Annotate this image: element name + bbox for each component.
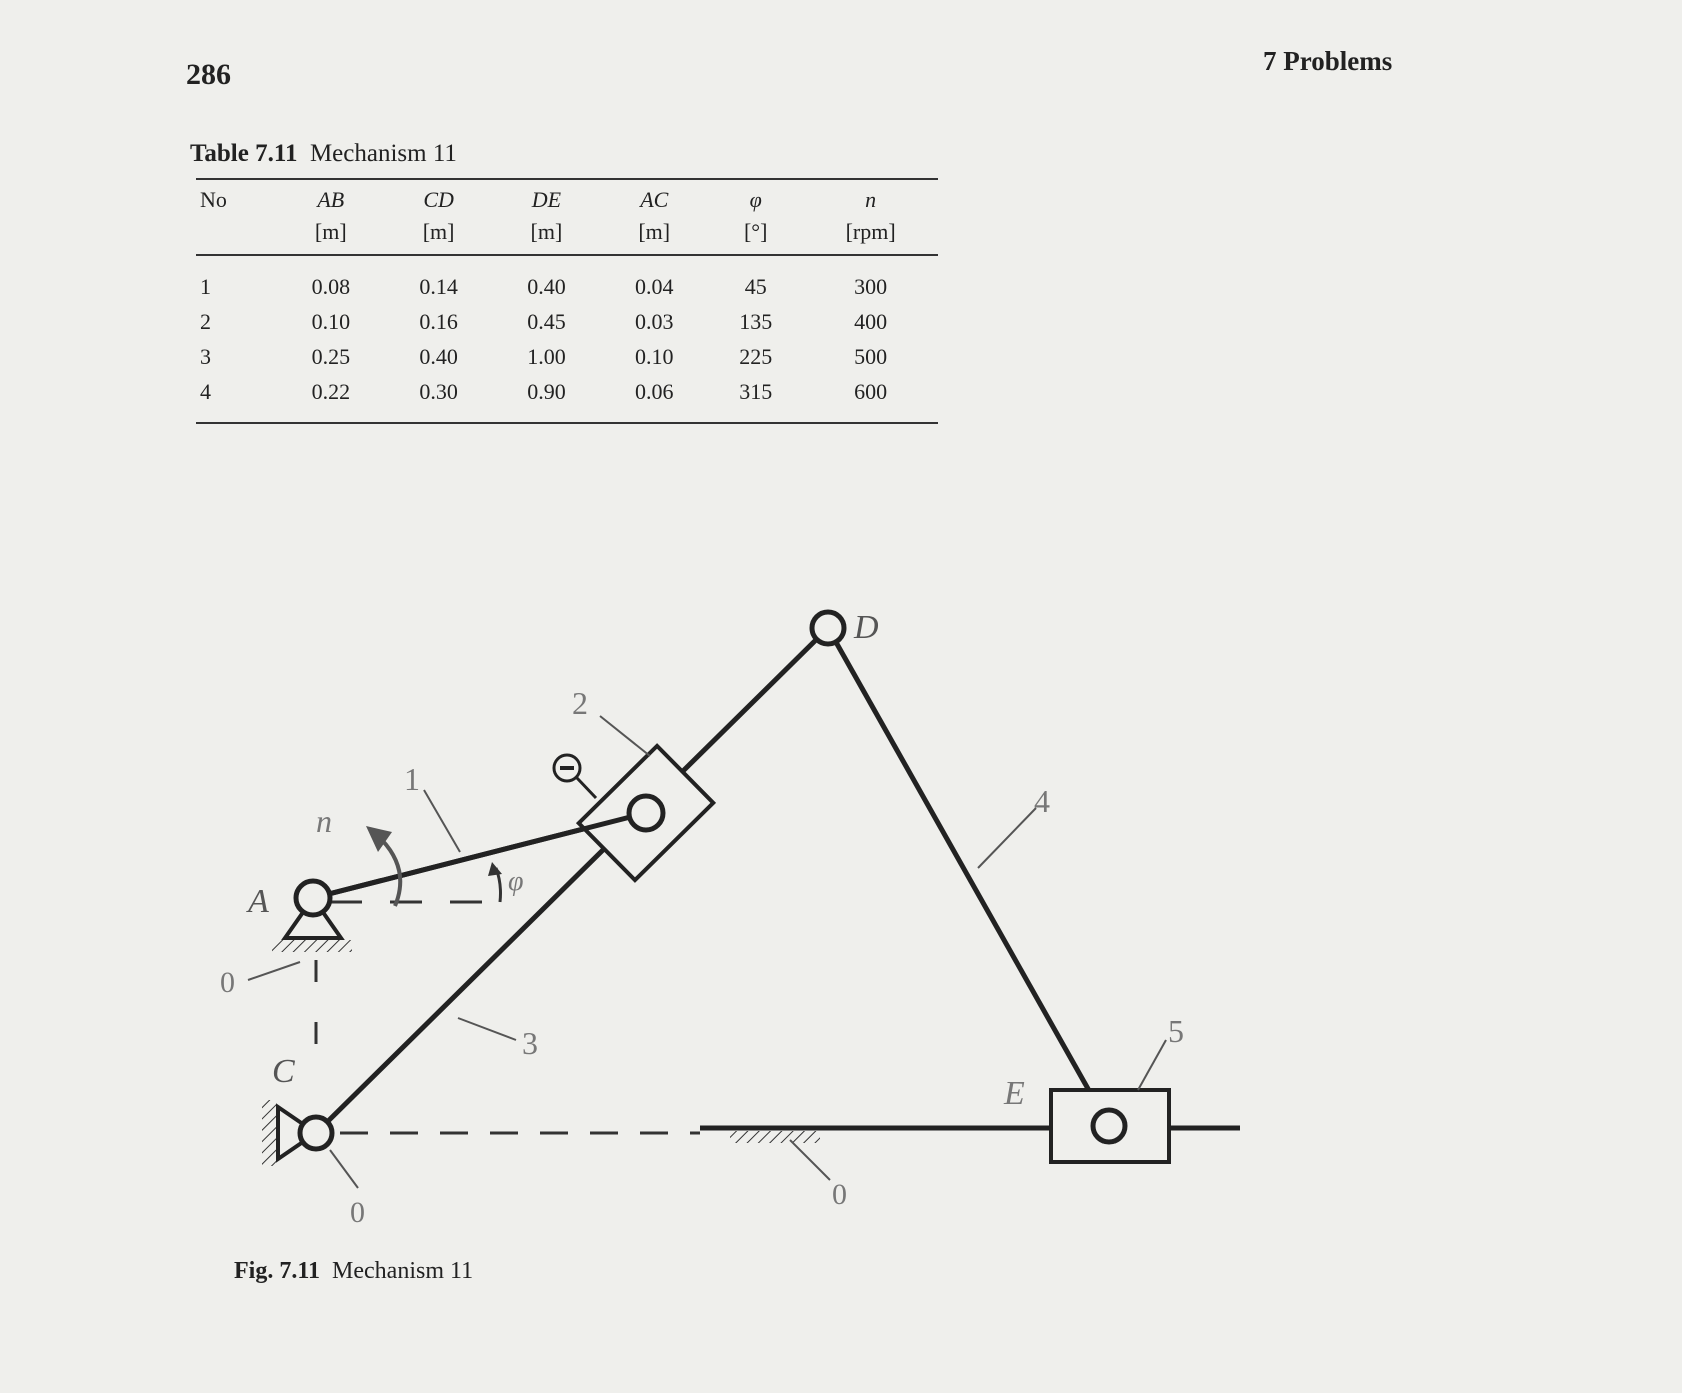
label-speed-n: n xyxy=(316,803,332,839)
ground-hatch-A xyxy=(272,940,352,952)
minus-leader xyxy=(577,778,596,798)
label-link-2: 2 xyxy=(572,685,588,721)
table-cell: 300 xyxy=(854,274,888,300)
table-cell: 0.22 xyxy=(277,375,385,423)
label-ground-E: 0 xyxy=(832,1178,847,1211)
leader-ground-E xyxy=(790,1140,830,1180)
table-cell: 1 xyxy=(200,274,211,300)
table-title: Mechanism 11 xyxy=(309,140,457,167)
table-cell: 0.45 xyxy=(527,309,566,335)
angle-arrow-icon xyxy=(488,862,502,876)
joint-D xyxy=(812,612,844,644)
column-unit: [°] xyxy=(708,212,803,255)
table-cell: 0.06 xyxy=(600,375,708,423)
column-unit: [m] xyxy=(277,212,385,255)
column-header: No xyxy=(196,179,277,212)
label-D: D xyxy=(854,609,879,646)
table-cell: 135 xyxy=(739,309,773,335)
label-link-4: 4 xyxy=(1034,783,1050,819)
column-header: CD xyxy=(385,179,493,212)
table-cell: 0.90 xyxy=(493,375,601,423)
link-4 xyxy=(828,628,1109,1126)
label-link-5: 5 xyxy=(1168,1013,1184,1049)
table-cell: 500 xyxy=(854,343,888,369)
table-cell: 0.04 xyxy=(635,274,674,300)
figure-caption xyxy=(234,1258,473,1285)
label-ground-C: 0 xyxy=(350,1196,365,1229)
figure-title: Mechanism 11 xyxy=(332,1258,474,1284)
table-cell: 45 xyxy=(744,274,767,300)
ground-hatch-C xyxy=(262,1100,276,1166)
leader-link-1 xyxy=(424,790,460,852)
table-cell: 0.40 xyxy=(527,274,566,300)
table-cell: 0.10 xyxy=(635,343,674,369)
table-cell: 315 xyxy=(708,375,803,423)
label-link-3: 3 xyxy=(522,1025,538,1061)
table-cell: 0.03 xyxy=(635,309,674,335)
column-header: DE xyxy=(493,179,601,212)
ground-hatch-E xyxy=(730,1131,820,1143)
rotation-arc xyxy=(382,840,400,906)
label-link-1: 1 xyxy=(404,761,420,797)
leader-link-2 xyxy=(600,716,650,756)
leader-link-3 xyxy=(458,1018,516,1040)
label-angle-phi: φ xyxy=(508,866,524,897)
page-number: 286 xyxy=(186,58,231,91)
column-unit: [m] xyxy=(493,212,601,255)
column-header: AC xyxy=(600,179,708,212)
table-cell: 3 xyxy=(200,343,211,369)
column-unit: [m] xyxy=(385,212,493,255)
table-cell: 600 xyxy=(803,375,938,423)
label-C: C xyxy=(272,1053,295,1090)
leader-link-5 xyxy=(1138,1040,1166,1090)
table-cell: 0.10 xyxy=(311,309,351,335)
joint-A xyxy=(296,881,330,915)
column-header: AB xyxy=(277,179,385,212)
label-E: E xyxy=(1004,1075,1025,1112)
column-unit: [rpm] xyxy=(803,212,938,255)
table-cell: 400 xyxy=(854,309,888,335)
table-cell: 1.00 xyxy=(527,343,566,369)
running-head: 7 Problems xyxy=(1263,46,1393,76)
column-header: n xyxy=(803,179,938,212)
table-cell: 0.16 xyxy=(419,309,458,335)
table-cell: 2 xyxy=(200,309,211,335)
table-cell: 0.14 xyxy=(419,274,458,300)
table-cell: 0.30 xyxy=(385,375,493,423)
joint-C xyxy=(300,1117,332,1149)
table-cell: 4 xyxy=(196,375,277,423)
leader-ground-A xyxy=(248,962,300,980)
leader-ground-C xyxy=(330,1150,358,1188)
column-header: φ xyxy=(708,179,803,212)
column-unit: [m] xyxy=(600,212,708,255)
table-cell: 0.08 xyxy=(311,274,351,300)
label-ground-A: 0 xyxy=(220,966,235,999)
figure-label: Fig. 7.11 xyxy=(234,1258,321,1284)
label-A: A xyxy=(248,883,269,920)
joint-B xyxy=(629,796,663,830)
table-label: Table 7.11 xyxy=(190,140,298,167)
joint-E xyxy=(1093,1110,1125,1142)
table-cell: 225 xyxy=(739,343,773,369)
table-cell: 0.40 xyxy=(419,343,458,369)
leader-link-4 xyxy=(978,808,1036,868)
table-cell: 0.25 xyxy=(311,343,351,369)
